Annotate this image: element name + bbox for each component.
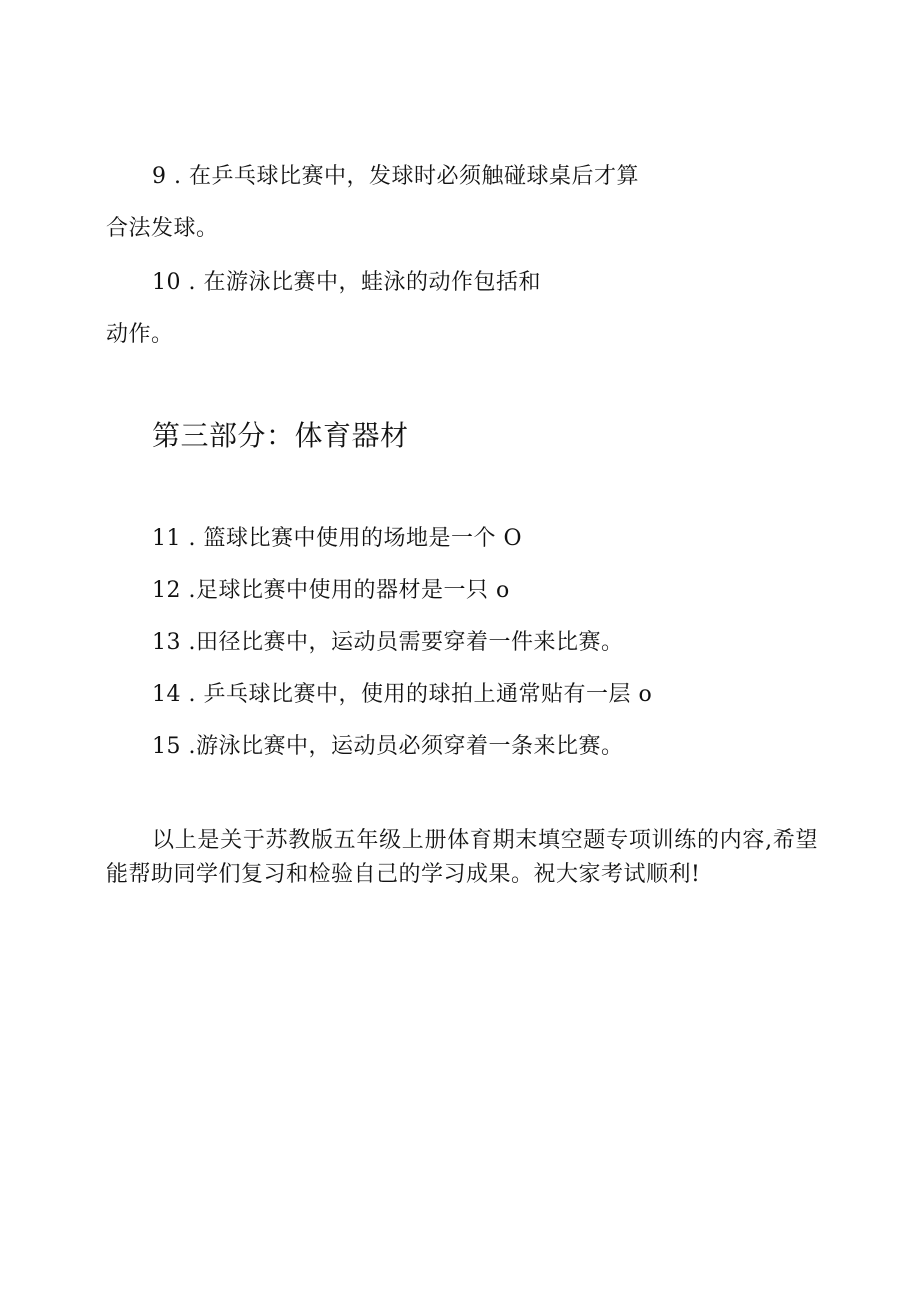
question-11: 11 . 篮球比赛中使用的场地是一个 O (152, 526, 523, 551)
question-9-line-2: 合法发球。 (106, 216, 219, 241)
question-13: 13 .田径比赛中，运动员需要穿着一件来比赛。 (152, 630, 624, 655)
question-15: 15 .游泳比赛中，运动员必须穿着一条来比赛。 (152, 734, 624, 759)
question-9-line-1: 9 . 在乒乓球比赛中，发球时必须触碰球桌后才算 (152, 164, 639, 189)
question-12: 12 .足球比赛中使用的器材是一只 o (152, 578, 510, 603)
question-14: 14 . 乒乓球比赛中，使用的球拍上通常贴有一层 o (152, 682, 653, 707)
question-10-line-2: 动作。 (106, 322, 174, 347)
closing-paragraph: 以上是关于苏教版五年级上册体育期末填空题专项训练的内容,希望能帮助同学们复习和检验自己的学习成果。祝大家考试顺利! (106, 828, 818, 887)
section-heading: 第三部分：体育器材 (152, 419, 409, 452)
question-10-line-1: 10 . 在游泳比赛中，蛙泳的动作包括和 (152, 270, 541, 295)
